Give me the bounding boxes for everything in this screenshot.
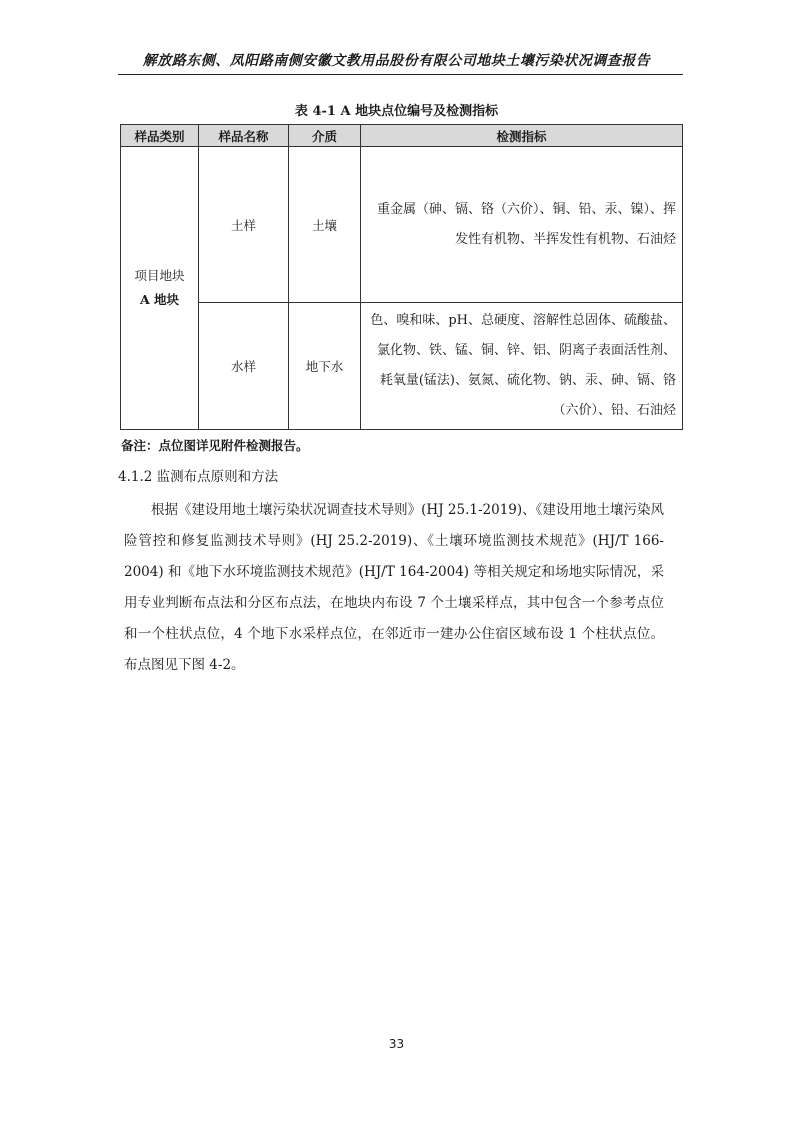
header-divider [118, 74, 683, 75]
category-line: A 地块 [139, 292, 180, 307]
header-cell: 样品名称 [199, 125, 289, 147]
table-caption: 表 4-1 A 地块点位编号及检测指标 [294, 104, 499, 119]
header-cell: 样品类别 [121, 125, 199, 147]
indicators-cell: 色、嗅和味、pH、总硬度、溶解性总固体、硫酸盐、氯化物、铁、锰、铜、锌、铝、阴离子表面活性剂、耗氧量(锰法)、氨氮、硫化物、钠、汞、砷、镉、铬（六价）、铅、石油烃 [361, 303, 683, 430]
table-note: 备注：点位图详见附件检测报告。 [121, 438, 309, 453]
body-paragraph: 根据《建设用地土壤污染状况调查技术导则》(HJ 25.1-2019)、《建设用地土壤污染风险管控和修复监测技术导则》(HJ 25.2-2019)、《土壤环境监测技术规范》(HJ/T 166-2004) 和《地下水环境监测技术规范》(HJ/T 164-2004) 等相关规定和场地实际情况，采用专业判断布点法和分区布点法，在地块内布设 7 个土壤采样点，其中包含一个参考点位和一个柱状点位，4 个地下水采样点位，在邻近市一建办公住宿区域布设 1 个柱状点位。布点图见下图 4-2。 [124, 502, 664, 673]
sample-name-cell: 土样 [199, 147, 289, 303]
page-number: 33 [388, 1037, 405, 1051]
header-cell: 介质 [289, 125, 361, 147]
section-title: 监测布点原则和方法 [156, 469, 279, 485]
section-heading [118, 465, 278, 485]
header-cell: 检测指标 [361, 125, 683, 147]
indicator-table [120, 124, 683, 430]
table-row [121, 303, 683, 430]
running-header: 解放路东侧、凤阳路南侧安徽文教用品股份有限公司地块土壤污染状况调查报告 [142, 53, 651, 69]
section-number: 4.1.2 [118, 469, 153, 485]
medium-cell: 土壤 [289, 147, 361, 303]
sample-name-cell: 水样 [199, 303, 289, 430]
indicators-cell: 重金属（砷、镉、铬（六价）、铜、铅、汞、镍）、挥发性有机物、半挥发性有机物、石油烃 [361, 147, 683, 303]
table-header-row [121, 125, 683, 147]
table-row [121, 147, 683, 303]
category-cell [121, 147, 199, 430]
medium-cell: 地下水 [289, 303, 361, 430]
category-line: 项目地块 [134, 268, 185, 283]
